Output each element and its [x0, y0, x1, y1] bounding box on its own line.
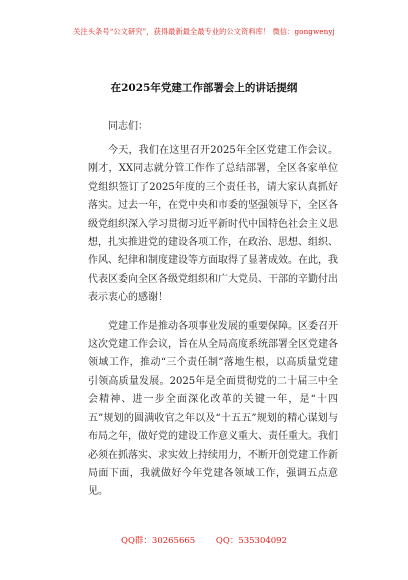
- footer-contact: [0, 534, 408, 546]
- footer-qq: QQ：535304092: [215, 536, 287, 546]
- footer-qq-group: QQ群：30265665: [120, 536, 196, 546]
- document-body: [88, 118, 338, 502]
- document-title: 在2025年党建工作部署会上的讲话提纲: [110, 82, 298, 94]
- paragraph-1: 今天，我们在这里召开2025年全区党建工作会议。刚才，XX同志就分管工作作了总结部署，全区各家单位党组织签订了2025年度的三个责任书，请大家认真抓好落实。过去一年，在党中央和市委的坚强领导下，全区各级党组织深入学习贯彻习近平新时代中国特色社会主义思想，扎实推进党的建设各项工作，在政治、思想、组织、作风、纪律和制度建设等方面取得了显著成效。在此，我代表区委向全区各级党组织和广大党员、干部的辛勤付出表示衷心的感谢！: [88, 145, 338, 304]
- header-notice: 关注头条号“公文研究”，获得最新最全最专业的公文资料库！ 微信：gongwenyj: [73, 27, 335, 36]
- salutation: 同志们：: [108, 121, 148, 132]
- paragraph-2: 党建工作是推动各项事业发展的重要保障。区委召开这次党建工作会议，旨在从全局高度系统部署全区党建各领域工作，推动“三个责任制”落地生根，以高质量党建引领高质量发展。2025年是全面贯彻党的二十届三中全会精神、进一步全面深化改革的关键一年，是“十四五”规划的圆满收官之年以及“十五五”规划的精心谋划与布局之年，做好党的建设工作意义重大、责任重大。我们必须在抓落实、求实效上持续用力，不断开创党建工作新局面下面，我就做好今年党建各领域工作，强调五点意见。: [88, 320, 338, 498]
